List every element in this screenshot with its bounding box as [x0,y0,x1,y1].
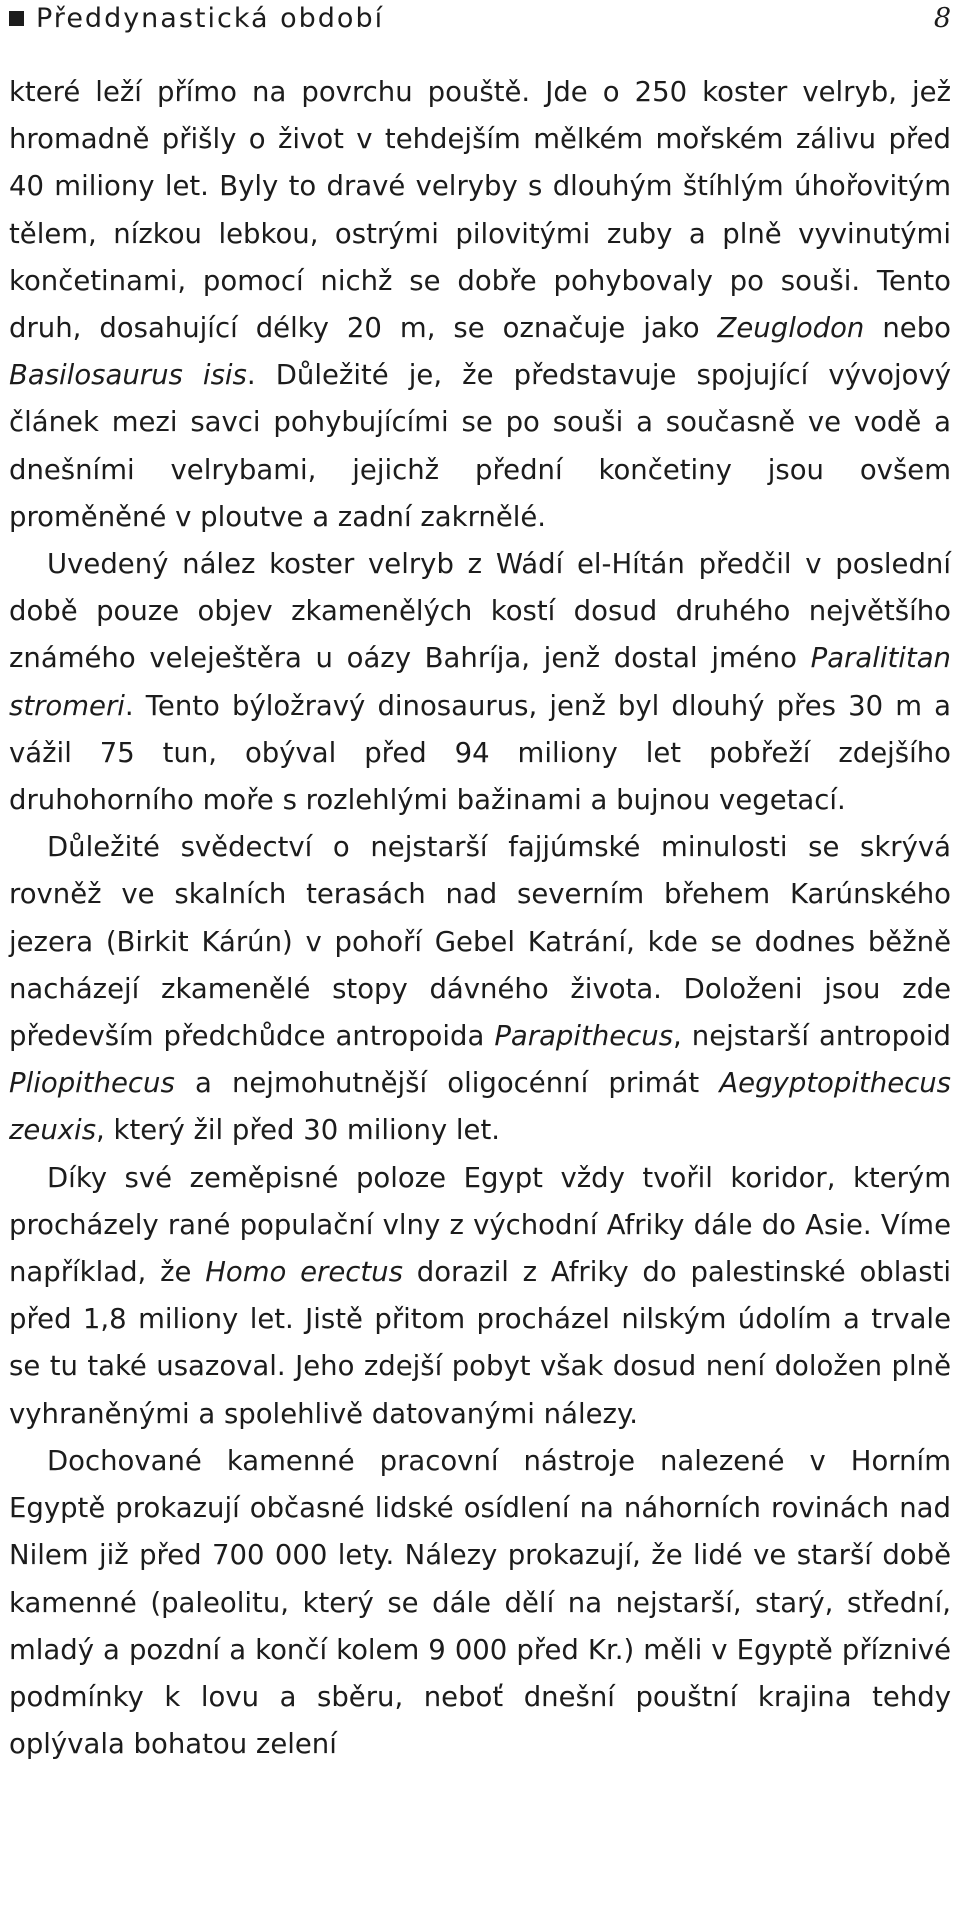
italic-term: Parapithecus [494,1020,674,1053]
text-run: , který žil před 30 miliony let. [96,1114,500,1147]
page-number: 8 [933,2,951,34]
text-run: které leží přímo na povrchu pouště. Jde o 250 koster velryb, jež hromadně přišly o život v tehdejším mělkém mořském zálivu před 40 miliony let. Byly to dravé velryby s dlouhým štíhlým úhořovitým tělem, nízkou lebkou, ostrými pilovitými zuby a plně vyvinutými končetinami, pomocí nichž se dobře pohybovaly po souši. Tento druh, dosahující délky 20 m, se označuje jako [9,76,951,345]
italic-term: Homo erectus [205,1256,403,1289]
text-run: Uvedený nález koster velryb z Wádí el-Hítán předčil v poslední době pouze objev zkamenělých kostí dosud druhého největšího známého veleještěra u oázy Bahríja, jenž dostal jméno [9,548,951,675]
section-title: Předdynastická období [36,2,385,34]
text-run: Důležité svědectví o nejstarší fajjúmské minulosti se skrývá rovněž ve skalních terasách nad severním břehem Karúnského jezera (Birkit Kárún) v pohoří Gebel Katrání, kde se dodnes běžně nacházejí zkamenělé stopy dávného života. Doloženi jsou zde především předchůdce antropoida [9,831,951,1053]
text-run: Dochované kamenné pracovní nástroje nalezené v Horním Egyptě prokazují občasné lidské osídlení na náhorních rovinách nad Nilem již před 700 000 lety. Nálezy prokazují, že lidé ve starší době kamenné (paleolitu, který se dále dělí na nejstarší, starý, střední, mladý a pozdní a končí kolem 9 000 před Kr.) měli v Egyptě příznivé podmínky k lovu a sběru, neboť dnešní pouštní krajina tehdy oplývala bohatou zelení [9,1444,951,1761]
header-section [9,3,384,34]
running-header [9,0,951,36]
paragraph [9,541,951,824]
italic-term: Basilosaurus isis [9,359,247,392]
paragraph [9,1155,951,1438]
paragraph [9,824,951,1154]
paragraph [9,1438,951,1768]
body-text [9,69,951,1768]
text-run: , nejstarší antropoid [673,1020,951,1053]
text-run: Díky své zeměpisné poloze Egypt vždy tvořil koridor, kterým procházely rané populační vlny z východní Afriky dále do Asie. Víme například, že [9,1161,951,1289]
text-run: dorazil z Afriky do palestinské oblasti před 1,8 miliony let. Jistě přitom procházel nilským údolím a trvale se tu také usazoval. Jeho zdejší pobyt však dosud není doložen plně vyhraněnými a spolehlivě datovanými nálezy. [9,1256,951,1430]
square-bullet-icon [9,11,24,26]
italic-term: Pliopithecus [9,1067,175,1100]
text-run: . Důležité je, že představuje spojující vývojový článek mezi savci pohybujícími se po souši a současně ve vodě a dnešními velrybami, jejichž přední končetiny jsou ovšem proměněné v ploutve a zadní zakrnělé. [9,359,951,533]
paragraph [9,69,951,541]
text-run: . Tento býložravý dinosaurus, jenž byl dlouhý přes 30 m a vážil 75 tun, obýval před 94 miliony let pobřeží zdejšího druhohorního moře s rozlehlými bažinami a bujnou vegetací. [9,689,951,817]
text-run: nebo [864,312,951,345]
text-run: a nejmohutnější oligocénní primát [174,1067,720,1100]
italic-term: Zeuglodon [717,312,865,345]
italic-term: Paralititan stromeri [9,642,951,722]
italic-term: Aegyptopithecus zeuxis [9,1067,951,1147]
